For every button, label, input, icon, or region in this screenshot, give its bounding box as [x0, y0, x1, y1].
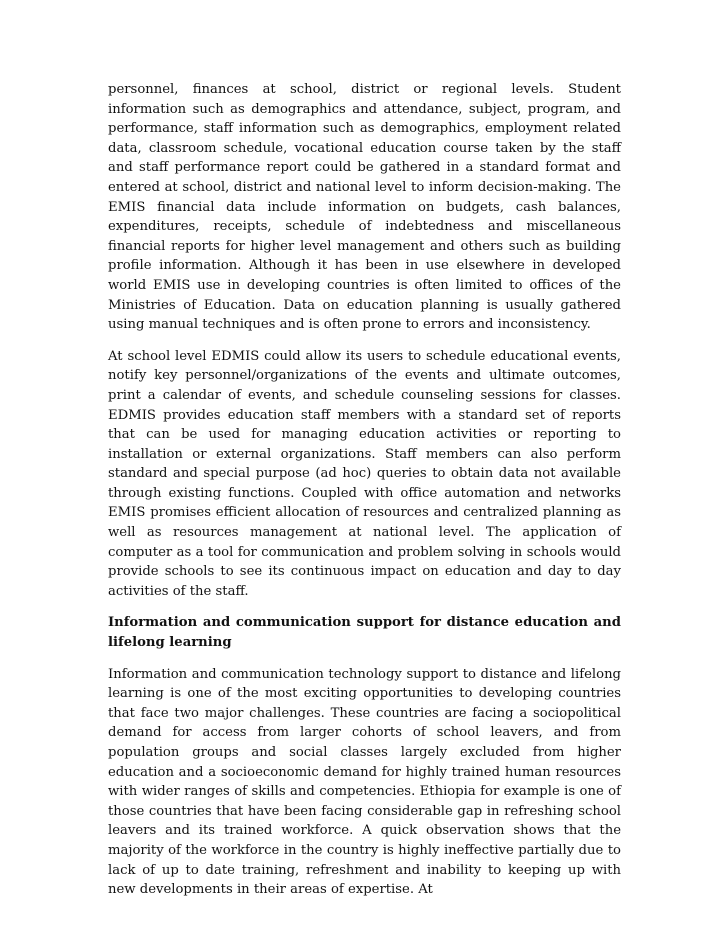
document-page	[108, 80, 621, 912]
section-heading: Information and communication support for distance education and lifelong learning	[108, 615, 621, 651]
body-paragraph-distance-learning: Information and communication technology support to distance and lifelong learning is one of the most exciting opportunities to developing countries that face two major challenges. These countries are facing a sociopolitical demand for access from larger cohorts of school leavers, and from population groups and social classes largely excluded from higher education and a socioeconomic demand for highly trained human resources with wider ranges of skills and competencies. Ethiopia for example is one of those countries that have been facing considerable gap in refreshing school leavers and its trained workforce. A quick observation shows that the majority of the workforce in the country is highly ineffective partially due to lack of up to date training, refreshment and inability to keeping up with new developments in their areas of expertise. At	[108, 666, 621, 898]
body-paragraph-edmis: At school level EDMIS could allow its users to schedule educational events, notify key personnel/organizations of the events and ultimate outcomes, print a calendar of events, and schedule counseling sessions for classes. EDMIS provides education staff members with a standard set of reports that can be used for managing education activities or reporting to installation or external organizations. Staff members can also perform standard and special purpose (ad hoc) queries to obtain data not available through existing functions. Coupled with office automation and networks EMIS promises efficient allocation of resources and centralized planning as well as resources management at national level. The application of computer as a tool for communication and problem solving in schools would provide schools to see its continuous impact on education and day to day activities of the staff.	[108, 348, 621, 599]
body-paragraph-emis-data: personnel, finances at school, district or regional levels. Student information such as demographics and attendance, subject, program, and performance, staff information such as demographics, employment related data, classroom schedule, vocational education course taken by the staff and staff performance report could be gathered in a standard format and entered at school, district and national level to inform decision-making. The EMIS financial data include information on budgets, cash balances, expenditures, receipts, schedule of indebtedness and miscellaneous financial reports for higher level management and others such as building profile information. Although it has been in use elsewhere in developed world EMIS use in developing countries is often limited to offices of the Ministries of Education. Data on education planning is usually gathered using manual techniques and is often prone to errors and inconsistency.	[108, 82, 621, 333]
